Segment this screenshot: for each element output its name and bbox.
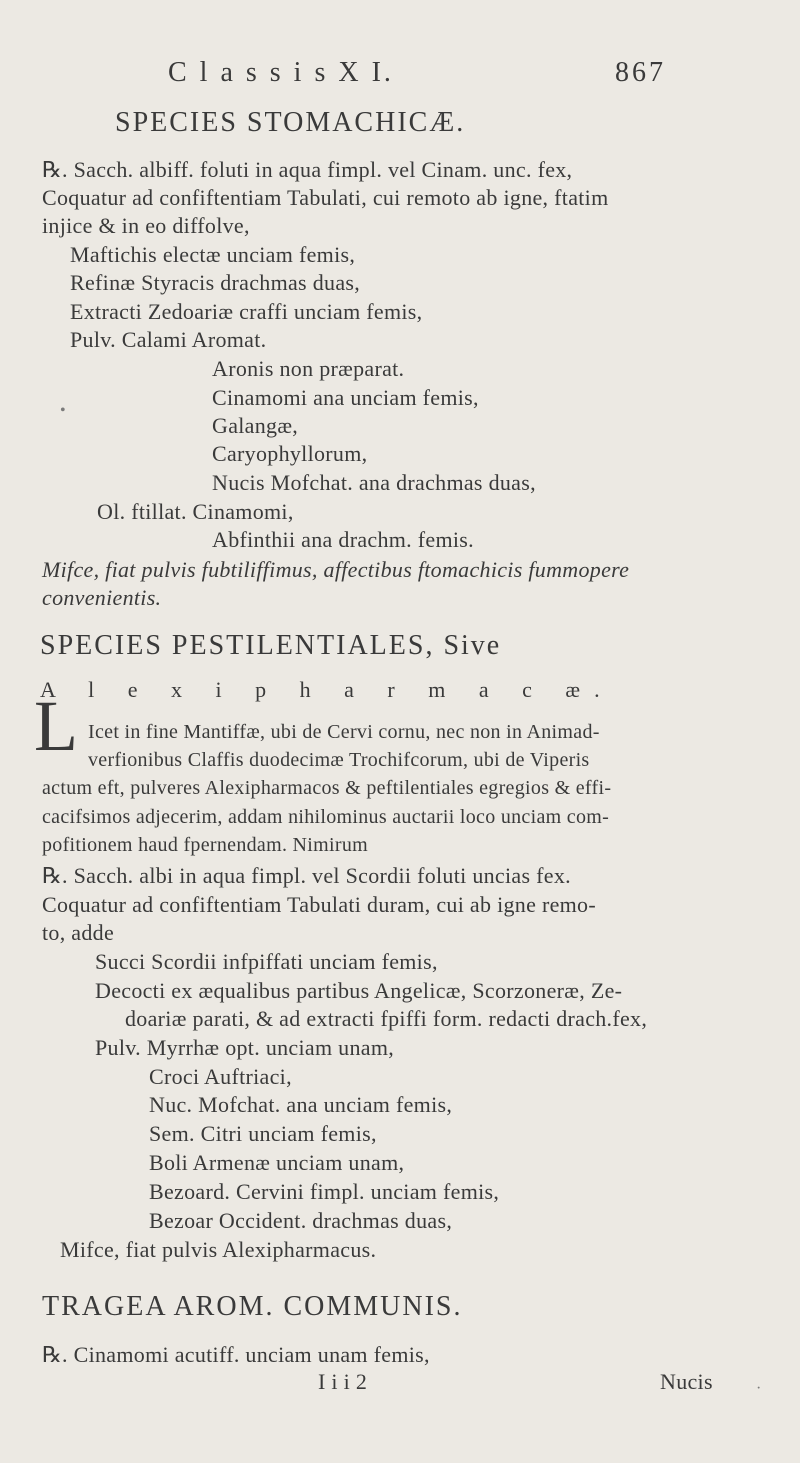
signature-mark: I i i 2	[318, 1369, 368, 1394]
text-line: ℞. Sacch. albiff. foluti in aqua fimpl. vel Cinam. unc. fex,	[42, 157, 573, 182]
text-line: Refinæ Styracis drachmas duas,	[70, 270, 361, 295]
text-line: Pulv. Calami Aromat.	[70, 327, 267, 352]
text-line: Coquatur ad confiftentiam Tabulati duram, cui ab igne remo-	[42, 892, 596, 917]
text-line: actum eft, pulveres Alexipharmacos & peftilentiales egregios & effi-	[42, 777, 612, 799]
text-line: Mifce, fiat pulvis fubtiliffimus, affectibus ftomachicis fummopere	[42, 557, 630, 582]
text-line: Caryophyllorum,	[212, 441, 368, 466]
drop-cap-letter: L	[34, 686, 78, 766]
text-line: cacifsimos adjecerim, addam nihilominus auctarii loco unciam com-	[42, 806, 610, 828]
text-line: ℞. Sacch. albi in aqua fimpl. vel Scordii foluti uncias fex.	[42, 863, 571, 888]
text-line: Mifce, fiat pulvis Alexipharmacus.	[60, 1237, 377, 1262]
text-line: Cinamomi ana unciam femis,	[212, 385, 479, 410]
text-line: to, adde	[42, 920, 115, 945]
text-line: Icet in fine Mantiffæ, ubi de Cervi cornu, nec non in Animad-	[88, 721, 600, 743]
small-mark: •	[60, 402, 66, 419]
running-title: C l a s s i s X I.	[168, 57, 394, 88]
page-number: 867	[615, 57, 666, 88]
text-line: Succi Scordii infpiffati unciam femis,	[95, 949, 438, 974]
catchword: Nucis	[660, 1369, 713, 1394]
small-mark: ·	[756, 1380, 762, 1397]
text-line: Sem. Citri unciam femis,	[149, 1121, 377, 1146]
section-title-tragea: TRAGEA AROM. COMMUNIS.	[42, 1291, 463, 1322]
running-header	[168, 58, 394, 87]
text-line: Abfinthii ana drachm. femis.	[212, 527, 474, 552]
text-line: Croci Auftriaci,	[149, 1064, 292, 1089]
text-line: Nuc. Mofchat. ana unciam femis,	[149, 1092, 453, 1117]
text-line: Extracti Zedoariæ craffi unciam femis,	[70, 299, 423, 324]
text-line: Boli Armenæ unciam unam,	[149, 1150, 405, 1175]
text-line: pofitionem haud fpernendam. Nimirum	[42, 834, 368, 856]
text-line: Galangæ,	[212, 413, 299, 438]
text-line: Aronis non præparat.	[212, 356, 405, 381]
text-line: doariæ parati, & ad extracti fpiffi form. redacti drach.fex,	[125, 1006, 648, 1031]
text-line: Ol. ftillat. Cinamomi,	[97, 499, 294, 524]
text-line: verfionibus Claffis duodecimæ Trochifcorum, ubi de Viperis	[88, 749, 590, 771]
section-title-stomachicae: SPECIES STOMACHICÆ.	[115, 107, 466, 138]
text-line: Bezoar Occident. drachmas duas,	[149, 1208, 453, 1233]
text-line: Bezoard. Cervini fimpl. unciam femis,	[149, 1179, 500, 1204]
text-line: Pulv. Myrrhæ opt. unciam unam,	[95, 1035, 395, 1060]
text-line: ℞. Cinamomi acutiff. unciam unam femis,	[42, 1342, 430, 1367]
page-number-wrap	[615, 58, 666, 87]
text-line: Coquatur ad confiftentiam Tabulati, cui remoto ab igne, ftatim	[42, 185, 609, 210]
text-line: injice & in eo diffolve,	[42, 213, 250, 238]
text-line: Decocti ex æqualibus partibus Angelicæ, Scorzoneræ, Ze-	[95, 978, 623, 1003]
section-title-pestilentiales: SPECIES PESTILENTIALES, Sive	[40, 630, 502, 661]
text-line: Nucis Mofchat. ana drachmas duas,	[212, 470, 536, 495]
text-line: convenientis.	[42, 585, 162, 610]
text-line: Maftichis electæ unciam femis,	[70, 242, 356, 267]
section-subtitle-pestilentiales: A l e x i p h a r m a c æ.	[40, 677, 614, 702]
